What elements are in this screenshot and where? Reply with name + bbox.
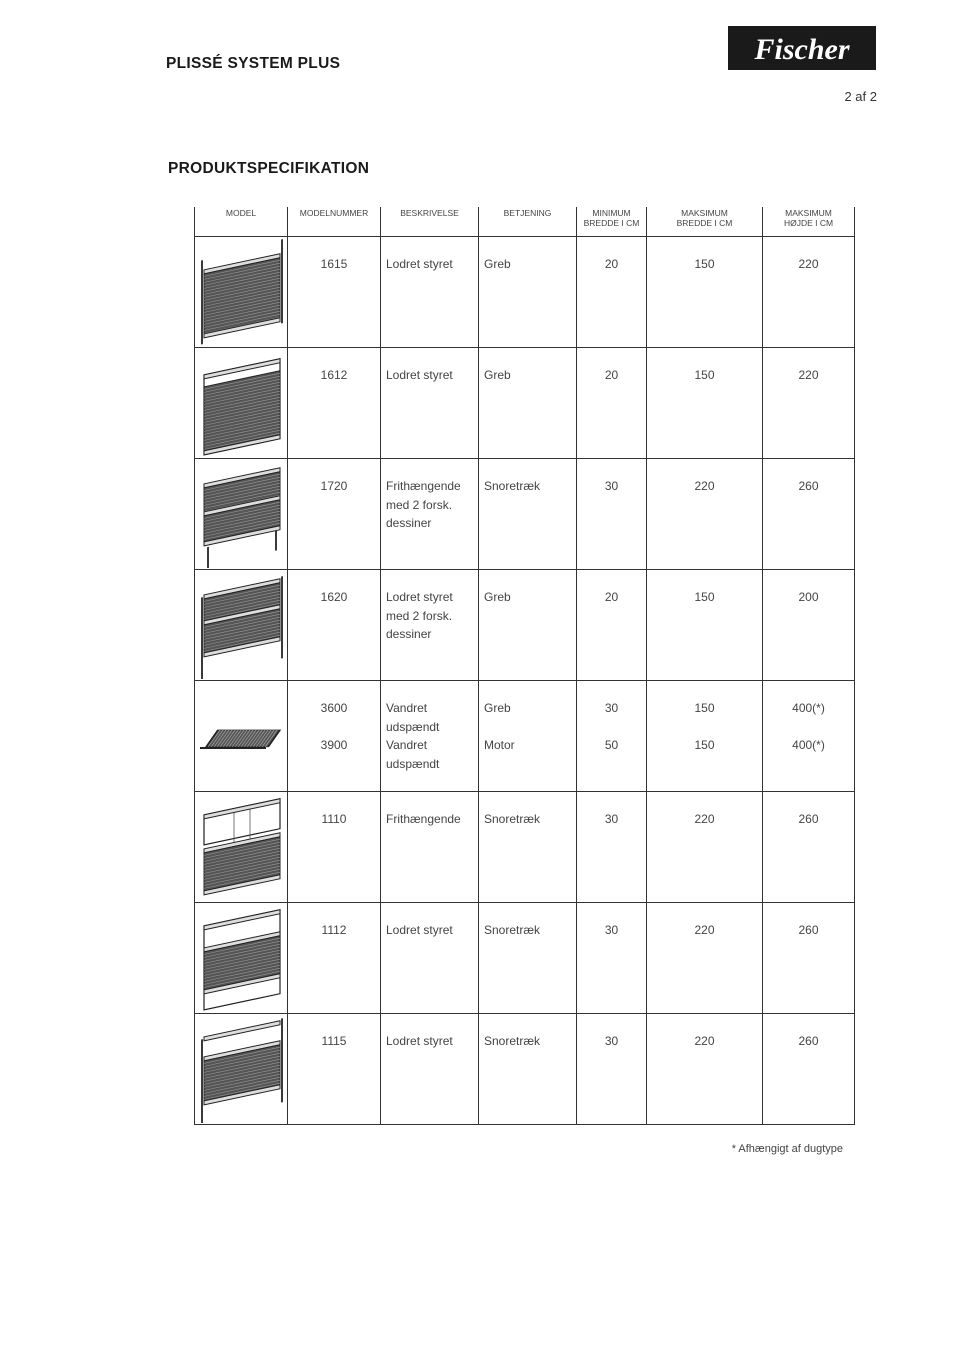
modelnummer-cell-text: 1720	[320, 479, 348, 493]
model-cell	[195, 1014, 288, 1125]
betjening-cell-text: Motor	[484, 738, 515, 752]
modelnummer-cell	[288, 570, 381, 681]
max-bredde-cell	[647, 1014, 763, 1125]
max-hojde-cell	[763, 570, 855, 681]
beskrivelse-cell	[381, 570, 479, 681]
modelnummer-cell	[288, 237, 381, 348]
modelnummer-cell-text: 1112	[321, 923, 347, 937]
modelnummer-cell	[288, 459, 381, 570]
betjening-cell-text: Greb	[484, 368, 511, 382]
beskrivelse-cell-text: Frithængende	[386, 479, 461, 493]
pleated-blind-guided-icon	[195, 903, 287, 1013]
min-bredde-cell	[577, 792, 647, 903]
min-bredde-cell	[577, 681, 647, 792]
model-cell	[195, 792, 288, 903]
header-betjening: BETJENING	[479, 207, 577, 237]
betjening-cell	[479, 903, 577, 1014]
beskrivelse-cell	[381, 459, 479, 570]
model-cell	[195, 570, 288, 681]
modelnummer-cell	[288, 348, 381, 459]
max-hojde-cell-text: 400(*)	[792, 701, 825, 715]
max-hojde-cell-text: 400(*)	[792, 738, 825, 752]
betjening-cell-text: Snoretræk	[484, 1034, 541, 1048]
min-bredde-cell	[577, 1014, 647, 1125]
min-bredde-cell-text: 30	[604, 479, 619, 493]
modelnummer-cell	[288, 681, 381, 792]
max-hojde-cell	[763, 903, 855, 1014]
betjening-cell-text: Greb	[484, 257, 511, 271]
min-bredde-cell-text: 20	[604, 257, 619, 271]
betjening-cell	[479, 237, 577, 348]
betjening-cell-text: Snoretræk	[484, 479, 541, 493]
max-bredde-cell-text: 150	[694, 368, 715, 382]
beskrivelse-cell-text: med 2 forsk.	[386, 608, 453, 623]
max-bredde-cell-text: 220	[694, 1034, 715, 1048]
max-bredde-cell-text: 220	[694, 923, 715, 937]
document-title: PLISSÉ SYSTEM PLUS	[166, 55, 341, 72]
min-bredde-cell-text: 50	[604, 738, 619, 752]
beskrivelse-cell	[381, 237, 479, 348]
beskrivelse-cell	[381, 1014, 479, 1125]
min-bredde-cell-text: 30	[604, 1034, 619, 1048]
max-bredde-cell	[647, 348, 763, 459]
beskrivelse-cell	[381, 903, 479, 1014]
model-cell	[195, 237, 288, 348]
beskrivelse-cell-text: Frithængende	[386, 812, 461, 826]
max-hojde-cell-text: 260	[798, 923, 819, 937]
betjening-cell-text: Snoretræk	[484, 923, 541, 937]
table-row	[195, 348, 855, 459]
beskrivelse-cell-text: dessiner	[386, 627, 432, 641]
betjening-cell	[479, 1014, 577, 1125]
max-bredde-cell	[647, 903, 763, 1014]
betjening-cell	[479, 681, 577, 792]
table-row	[195, 681, 855, 792]
modelnummer-cell-text: 1620	[320, 590, 348, 604]
beskrivelse-cell-text: udspændt	[386, 756, 440, 771]
beskrivelse-cell-text: dessiner	[386, 516, 432, 530]
model-cell	[195, 348, 288, 459]
table-row	[195, 1014, 855, 1125]
betjening-cell	[479, 792, 577, 903]
max-bredde-cell-text: 150	[694, 257, 715, 271]
header-modelnummer: MODELNUMMER	[288, 207, 381, 237]
max-bredde-cell	[647, 459, 763, 570]
min-bredde-cell-text: 30	[604, 812, 619, 826]
min-bredde-cell	[577, 348, 647, 459]
pleated-blind-horizontal-icon	[195, 681, 287, 791]
min-bredde-cell-text: 30	[604, 923, 619, 937]
min-bredde-cell	[577, 903, 647, 1014]
max-hojde-cell-text: 220	[798, 368, 819, 382]
betjening-cell-text: Greb	[484, 590, 511, 604]
max-hojde-cell-text: 260	[798, 1034, 819, 1048]
header-model: MODEL	[195, 207, 288, 237]
modelnummer-cell	[288, 1014, 381, 1125]
beskrivelse-cell	[381, 348, 479, 459]
betjening-cell	[479, 459, 577, 570]
fischer-logo-text: Fischer	[754, 33, 850, 66]
max-bredde-cell	[647, 681, 763, 792]
pleated-blind-freehanging-icon	[195, 792, 287, 902]
min-bredde-cell	[577, 570, 647, 681]
table-row	[195, 459, 855, 570]
max-hojde-cell	[763, 459, 855, 570]
min-bredde-cell-text: 20	[604, 368, 619, 382]
model-cell	[195, 903, 288, 1014]
beskrivelse-cell	[381, 792, 479, 903]
modelnummer-cell-text: 1115	[321, 1034, 347, 1048]
section-title: PRODUKTSPECIFIKATION	[168, 160, 370, 177]
max-hojde-cell-text: 260	[798, 479, 819, 493]
max-bredde-cell-text: 220	[694, 479, 715, 493]
header-beskrivelse: BESKRIVELSE	[381, 207, 479, 237]
table-row	[195, 570, 855, 681]
betjening-cell	[479, 570, 577, 681]
beskrivelse-cell-text: Lodret styret	[386, 368, 453, 382]
max-bredde-cell-text: 150	[694, 738, 715, 752]
table-header-row	[195, 207, 855, 237]
beskrivelse-cell-text: med 2 forsk.	[386, 497, 453, 512]
pleated-blind-top-rail-icon	[195, 348, 287, 458]
max-bredde-cell	[647, 237, 763, 348]
max-bredde-cell	[647, 792, 763, 903]
header-max-bredde: MAKSIMUM BREDDE I CM	[647, 207, 763, 237]
modelnummer-cell-text: 1612	[320, 368, 348, 382]
pleated-blind-duo-freehanging-icon	[195, 459, 287, 569]
modelnummer-cell-text: 1615	[320, 257, 348, 271]
max-bredde-cell-text: 150	[694, 701, 715, 715]
footnote: * Afhængigt af dugtype	[731, 1143, 843, 1155]
beskrivelse-cell-text: Lodret styret	[386, 257, 453, 271]
modelnummer-cell	[288, 903, 381, 1014]
model-cell	[195, 459, 288, 570]
betjening-cell-text: Snoretræk	[484, 812, 541, 826]
table-row	[195, 792, 855, 903]
modelnummer-cell-text: 3600	[320, 701, 348, 715]
min-bredde-cell-text: 30	[604, 701, 619, 715]
pleated-blind-duo-guided-icon	[195, 570, 287, 680]
header-min-bredde: MINIMUM BREDDE I CM	[577, 207, 647, 237]
min-bredde-cell	[577, 237, 647, 348]
beskrivelse-cell	[381, 681, 479, 792]
max-bredde-cell-text: 150	[694, 590, 715, 604]
max-bredde-cell	[647, 570, 763, 681]
min-bredde-cell-text: 20	[604, 590, 619, 604]
max-hojde-cell	[763, 348, 855, 459]
min-bredde-cell	[577, 459, 647, 570]
max-hojde-cell-text: 200	[798, 590, 819, 604]
table-row	[195, 903, 855, 1014]
pleated-blind-top-down-icon	[195, 237, 287, 347]
modelnummer-cell	[288, 792, 381, 903]
header-max-hojde: MAKSIMUM HØJDE I CM	[763, 207, 855, 237]
max-hojde-cell	[763, 237, 855, 348]
max-hojde-cell-text: 220	[798, 257, 819, 271]
table-row	[195, 237, 855, 348]
modelnummer-cell-text: 3900	[320, 738, 348, 752]
page-number: 2 af 2	[844, 89, 877, 104]
beskrivelse-cell-text: Lodret styret	[386, 923, 453, 937]
betjening-cell-text: Greb	[484, 701, 511, 715]
max-hojde-cell	[763, 681, 855, 792]
pleated-blind-guided-tension-icon	[195, 1014, 287, 1124]
max-bredde-cell-text: 220	[694, 812, 715, 826]
product-spec-table	[194, 207, 855, 1125]
fischer-logo	[728, 26, 876, 70]
beskrivelse-cell-text: Vandret	[386, 701, 428, 715]
beskrivelse-cell-text: Lodret styret	[386, 1034, 453, 1048]
max-hojde-cell-text: 260	[798, 812, 819, 826]
beskrivelse-cell-text: Lodret styret	[386, 590, 453, 604]
beskrivelse-cell-text: Vandret	[386, 738, 428, 752]
betjening-cell	[479, 348, 577, 459]
modelnummer-cell-text: 1110	[321, 812, 347, 826]
beskrivelse-cell-text: udspændt	[386, 719, 440, 734]
model-cell	[195, 681, 288, 792]
max-hojde-cell	[763, 792, 855, 903]
max-hojde-cell	[763, 1014, 855, 1125]
